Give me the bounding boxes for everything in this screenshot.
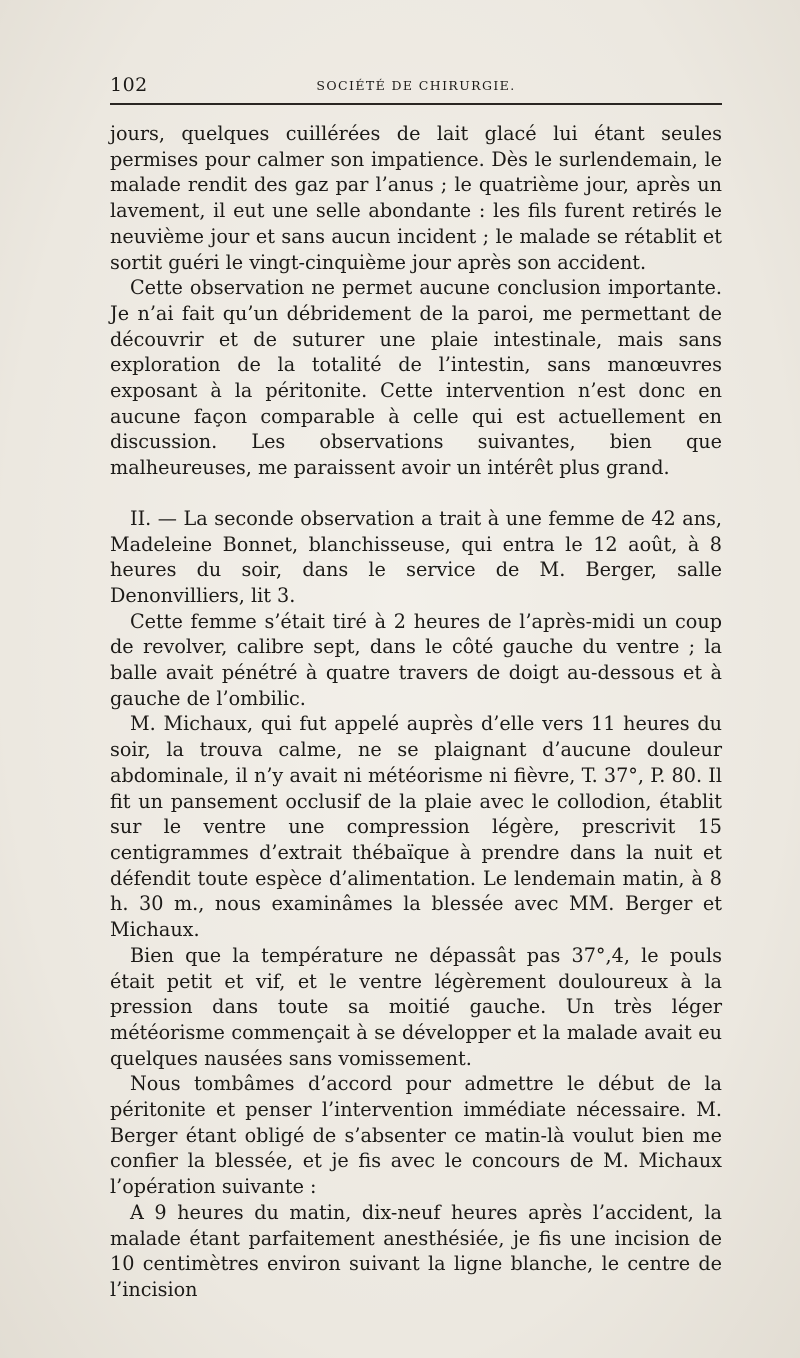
paragraph: II. — La seconde observation a trait à une femme de 42 ans, Madeleine Bonnet, blanchisseuse, qui entra le 12 août, à 8 heures du soir, dans le service de M. Berger, salle Denonvilliers, lit 3.	[110, 506, 722, 607]
paragraph: M. Michaux, qui fut appelé auprès d’elle vers 11 heures du soir, la trouva calme, ne se plaignant d’aucune douleur abdominale, il n’y avait ni météorisme ni fièvre, T. 37°, P. 80. Il fit un pansement occlusif de la plaie avec le collodion, établit sur le ventre une compression légère, prescrivit 15 centigrammes d’extrait thébaïque à prendre dans la nuit et défendit toute espèce d’alimentation. Le lendemain matin, à 8 h. 30 m., nous examinâmes la blessée avec MM. Berger et Michaux.	[110, 712, 722, 942]
page-header	[110, 74, 722, 98]
body-text	[110, 121, 722, 1303]
running-head: SOCIÉTÉ DE CHIRURGIE.	[316, 78, 516, 93]
header-rule	[110, 103, 722, 105]
paragraph: Nous tombâmes d’accord pour admettre le début de la péritonite et penser l’intervention immédiate nécessaire. M. Berger étant obligé de s’absenter ce matin-là voulut bien me confier la blessée, et je fis avec le concours de M. Michaux l’opération suivante :	[110, 1072, 722, 1199]
paragraph: Cette observation ne permet aucune conclusion importante. Je n’ai fait qu’un débridement de la paroi, me permettant de découvrir et de suturer une plaie intestinale, mais sans exploration de la totalité de l’intestin, sans manœuvres exposant à la péritonite. Cette intervention n’est donc en aucune façon comparable à celle qui est actuellement en discussion. Les observations suivantes, bien que malheureuses, me paraissent avoir un intérêt plus grand.	[110, 276, 722, 480]
paragraph: A 9 heures du matin, dix-neuf heures après l’accident, la malade étant parfaitement anesthésiée, je fis une incision de 10 centimètres environ suivant la ligne blanche, le centre de l’incision	[110, 1200, 722, 1301]
page-number: 102	[110, 74, 148, 96]
paragraph: jours, quelques cuillérées de lait glacé lui étant seules permises pour calmer son impatience. Dès le surlendemain, le malade rendit des gaz par l’anus ; le quatrième jour, après un lavement, il eut une selle abondante : les fils furent retirés le neuvième jour et sans aucun incident ; le malade se rétablit et sortit guéri le vingt-cinquième jour après son accident.	[110, 122, 722, 274]
paragraph: Cette femme s’était tiré à 2 heures de l’après-midi un coup de revolver, calibre sept, dans le côté gauche du ventre ; la balle avait pénétré à quatre travers de doigt au-dessous et à gauche de l’ombilic.	[110, 609, 722, 710]
paragraph: Bien que la température ne dépassât pas 37°,4, le pouls était petit et vif, et le ventre légèrement douloureux à la pression dans toute sa moitié gauche. Un très léger météorisme commençait à se développer et la malade avait eu quelques nausées sans vomissement.	[110, 943, 722, 1070]
